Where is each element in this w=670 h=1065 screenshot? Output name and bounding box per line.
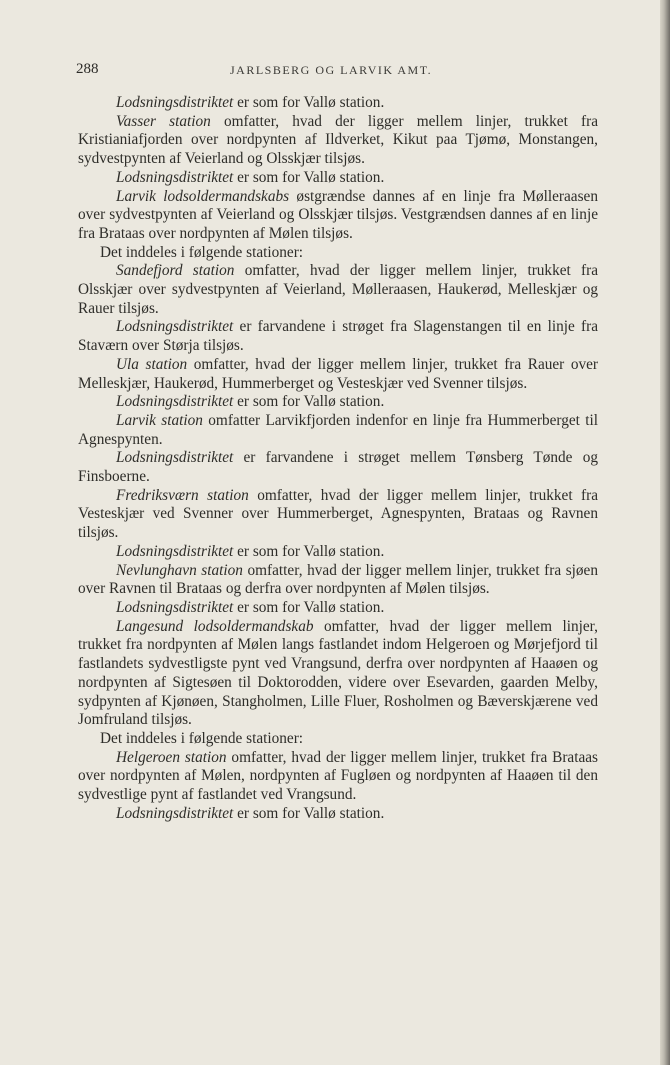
paragraph: [78, 113, 598, 169]
paragraph-text: er som for Vallø station.: [233, 598, 385, 616]
paragraph-text: omfatter, hvad der ligger mellem linjer, trukket fra sjøen over Ravnen til Brataas og derfra over nordpynten af Mølen tilsjøs.: [78, 561, 599, 598]
paragraph-label: Lodsningsdistriktet: [116, 804, 234, 822]
paragraph: [78, 244, 598, 263]
paragraph-text: er som for Vallø station.: [233, 168, 385, 186]
paragraph-text: er som for Vallø station.: [233, 542, 385, 560]
paragraph-label: Fredriksværn station: [116, 486, 249, 504]
paragraph: [78, 749, 598, 805]
page-header: [76, 61, 630, 81]
paragraph-label: Lodsningsdistriktet: [116, 598, 234, 616]
paragraph: [78, 449, 598, 486]
body-text: [78, 94, 598, 823]
paragraph-text: er som for Vallø station.: [233, 393, 385, 411]
page-edge-shadow: [660, 0, 670, 1065]
paragraph-label: Larvik station: [116, 411, 203, 429]
paragraph: [78, 412, 598, 449]
paragraph-text: omfatter, hvad der ligger mellem linjer, trukket fra Kristianiafjorden over nordpynten af Ildverket, Kikut paa Tjømø, Monstangen, sydvestpynten af Veierland og Olsskjær tilsjøs.: [78, 112, 598, 168]
paragraph: [78, 188, 598, 244]
paragraph-text: omfatter, hvad der ligger mellem linjer, trukket fra Rauer over Melleskjær, Haukerød, Hummerberget og Vesteskjær ved Svenner tilsjøs.: [78, 355, 598, 392]
paragraph: [78, 618, 598, 730]
paragraph-text: er som for Vallø station.: [233, 94, 385, 111]
paragraph-label: Lodsningsdistriktet: [116, 318, 234, 336]
paragraph: [78, 730, 598, 749]
paragraph: [78, 262, 598, 318]
paragraph-text: omfatter, hvad der ligger mellem linjer, trukket fra Vesteskjær ved Svenner over Hummerberget, Agnespynten, Brataas og Ravnen tilsjøs.: [78, 486, 598, 542]
paragraph-text: omfatter Larvikfjorden indenfor en linje fra Hummerberget til Agnespynten.: [78, 411, 598, 448]
paragraph: [78, 318, 598, 355]
paragraph: [78, 487, 598, 543]
paragraph: [78, 169, 598, 188]
paragraph: [78, 562, 598, 599]
running-head: JARLSBERG OG LARVIK AMT.: [230, 63, 433, 77]
paragraph-text: Det inddeles i følgende stationer:: [100, 243, 304, 261]
paragraph-label: Lodsningsdistriktet: [116, 449, 234, 467]
paragraph-label: Ula station: [116, 355, 188, 373]
paragraph: [78, 805, 598, 824]
paragraph-label: Vasser station: [116, 112, 211, 130]
paragraph-text: Det inddeles i følgende stationer:: [100, 729, 304, 747]
paragraph-text: er farvandene i strøget mellem Tønsberg Tønde og Finsboerne.: [78, 449, 598, 486]
paragraph: [78, 94, 598, 113]
paragraph-label: Nevlunghavn station: [116, 561, 243, 579]
paragraph-label: Lodsningsdistriktet: [116, 393, 234, 411]
page-number: 288: [76, 61, 99, 77]
paragraph-text: omfatter, hvad der ligger mellem linjer, trukket fra nordpynten af Mølen langs fastlandet indom Helgeroen og Mørjefjord til fastlandets sydvestligste pynt ved Vrangsund, derfra over nordpynten af Haaøen og nordpynten af Sigtesøen til Doktorodden, videre over Esevarden, gaarden Melby, sydpynten af Kjønøen, Stangholmen, Lille Fluer, Rosholmen og Bæverskjærene ved Jomfruland tilsjøs.: [78, 617, 598, 729]
paragraph: [78, 543, 598, 562]
paragraph-text: er farvandene i strøget fra Slagenstangen til en linje fra Staværn over Størja tilsjøs.: [78, 318, 598, 355]
paragraph-label: Sandefjord station: [116, 262, 235, 280]
paragraph-text: omfatter, hvad der ligger mellem linjer, trukket fra Brataas over nordpynten af Mølen, nordpynten af Fugløen og nordpynten af Haaøen til den sydvestlige pynt af fastlandet ved Vrangsund.: [78, 748, 598, 804]
paragraph-label: Lodsningsdistriktet: [116, 168, 234, 186]
paragraph: [78, 393, 598, 412]
paragraph-label: Larvik lodsoldermandskabs: [116, 187, 290, 205]
paragraph-label: Lodsningsdistriktet: [116, 94, 234, 111]
paragraph-text: er som for Vallø station.: [233, 804, 385, 822]
paragraph-label: Langesund lodsoldermandskab: [116, 617, 314, 635]
paragraph: [78, 356, 598, 393]
paragraph-label: Helgeroen station: [116, 748, 227, 766]
paragraph-label: Lodsningsdistriktet: [116, 542, 234, 560]
paragraph-text: omfatter, hvad der ligger mellem linjer, trukket fra Olsskjær over sydvestpynten af Veierland, Mølleraasen, Haukerød, Melleskjær og Rauer tilsjøs.: [78, 262, 598, 317]
paragraph: [78, 599, 598, 618]
paragraph-text: østgrændse dannes af en linje fra Mølleraasen over sydvestpynten af Veierland og Olsskjær tilsjøs. Vestgrændsen dannes af en linje fra Brataas over nordpynten af Mølen tilsjøs.: [78, 187, 598, 242]
